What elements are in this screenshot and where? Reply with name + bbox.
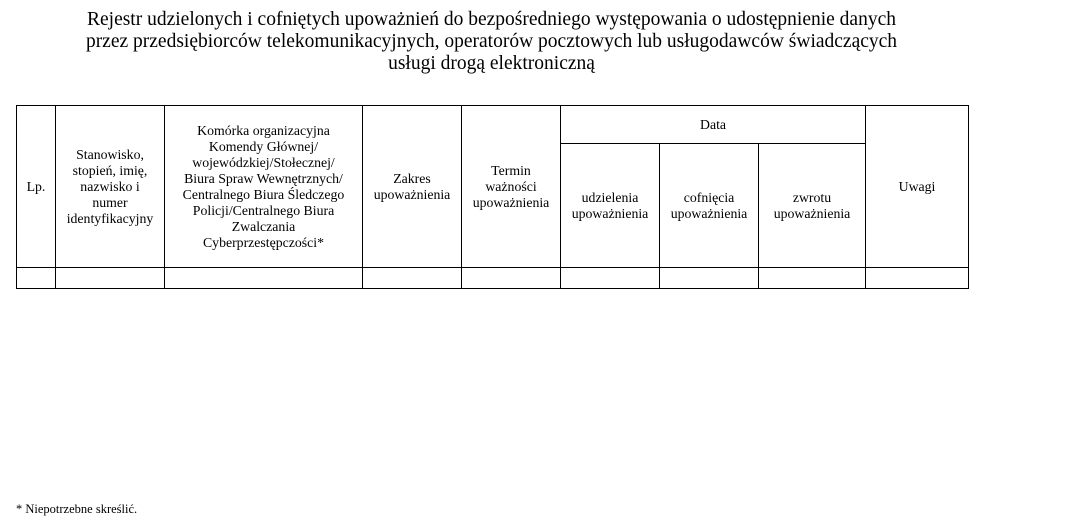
header-zakres [363, 106, 462, 268]
document-title [0, 9, 983, 75]
table-cell [759, 268, 866, 289]
header-cofniecia [660, 144, 759, 268]
register-table [16, 105, 969, 289]
header-stanowisko-line: nazwisko i [80, 178, 140, 194]
table-cell [866, 268, 969, 289]
header-udzielenia-line: upoważnienia [571, 205, 649, 221]
header-komorka-line: Zwalczania [231, 218, 296, 234]
table-cell [660, 268, 759, 289]
header-zwrotu-line: upoważnienia [773, 205, 851, 221]
header-row-top [17, 106, 969, 144]
header-stanowisko-line: numer [92, 194, 128, 210]
title-line-1: Rejestr udzielonych i cofniętych upoważnień do bezpośredniego występowania o udostępnienie danych [86, 9, 896, 30]
header-zakres-line: Zakres [393, 170, 431, 186]
header-komorka [165, 106, 363, 268]
table-cell [17, 268, 56, 289]
header-termin [462, 106, 561, 268]
header-stanowisko-line: stopień, imię, [72, 162, 148, 178]
table-cell [56, 268, 165, 289]
header-udzielenia-line: udzielenia [581, 189, 639, 205]
header-data: Data [561, 106, 866, 144]
header-stanowisko [56, 106, 165, 268]
footnote: * Niepotrzebne skreślić. [16, 502, 138, 516]
header-komorka-line: Biura Spraw Wewnętrznych/ [184, 170, 343, 186]
header-zwrotu [759, 144, 866, 268]
table-cell [462, 268, 561, 289]
table-cell [561, 268, 660, 289]
header-komorka-line: wojewódzkiej/Stołecznej/ [192, 154, 335, 170]
header-zwrotu-line: zwrotu [792, 189, 832, 205]
table-cell [363, 268, 462, 289]
title-line-3: usługi drogą elektroniczną [388, 53, 595, 74]
header-termin-line: ważności [485, 178, 537, 194]
header-komorka-line: Cyberprzestępczości* [202, 234, 325, 250]
header-komorka-line: Centralnego Biura Śledczego [182, 186, 345, 202]
header-cofniecia-line: upoważnienia [670, 205, 748, 221]
header-komorka-line: Komendy Głównej/ [208, 138, 319, 154]
header-termin-line: upoważnienia [472, 194, 550, 210]
header-termin-line: Termin [491, 162, 531, 178]
header-lp: Lp. [17, 106, 56, 268]
title-line-2: przez przedsiębiorców telekomunikacyjnych, operatorów pocztowych lub usługodawców świadczących [85, 31, 898, 52]
header-uwagi: Uwagi [866, 106, 969, 268]
header-komorka-line: Policji/Centralnego Biura [192, 202, 335, 218]
header-zakres-line: upoważnienia [373, 186, 451, 202]
table-row [17, 268, 969, 289]
table-cell [165, 268, 363, 289]
header-udzielenia [561, 144, 660, 268]
header-stanowisko-line: identyfikacyjny [66, 210, 154, 226]
header-stanowisko-line: Stanowisko, [76, 146, 144, 162]
header-komorka-line: Komórka organizacyjna [197, 122, 330, 138]
header-cofniecia-line: cofnięcia [683, 189, 735, 205]
